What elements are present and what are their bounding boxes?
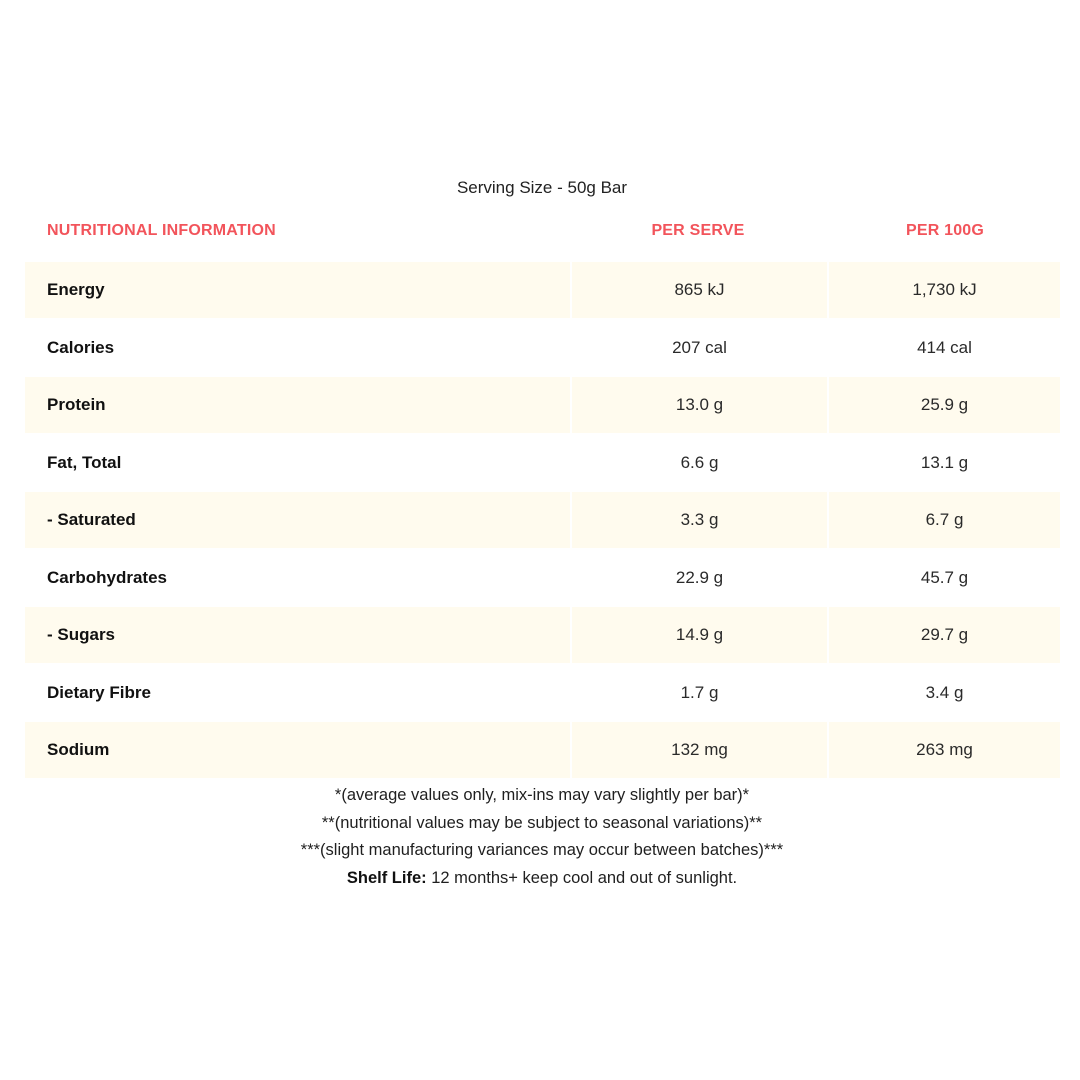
row-per-serve: 14.9 g — [572, 607, 827, 663]
table-row-protein — [25, 377, 1060, 435]
row-per-100g: 414 cal — [917, 337, 972, 357]
table-row-energy — [25, 262, 1060, 320]
row-per-serve: 1.7 g — [680, 682, 719, 702]
row-per-100g: 3.4 g — [925, 682, 964, 702]
row-per-serve: 22.9 g — [675, 567, 724, 587]
row-label: Carbohydrates — [47, 567, 167, 587]
row-label: Calories — [47, 337, 115, 357]
table-header — [25, 222, 1060, 246]
row-per-serve: 3.3 g — [572, 492, 827, 548]
shelf-life-text: 12 months+ keep cool and out of sunlight. — [426, 868, 738, 887]
shelf-life-label: Shelf Life: — [346, 868, 427, 887]
header-nutritional-information: NUTRITIONAL INFORMATION — [47, 222, 276, 239]
table-row-sodium — [25, 722, 1060, 780]
footnote-manufacturing-variances: ***(slight manufacturing variances may occur between batches)*** — [300, 841, 784, 859]
row-label: Protein — [25, 377, 570, 433]
footnote-average-values: *(average values only, mix-ins may vary slightly per bar)* — [334, 786, 750, 804]
footnotes — [0, 782, 1080, 892]
header-per-100g: PER 100G — [905, 222, 985, 239]
row-label: Sodium — [25, 722, 570, 778]
row-per-100g: 13.1 g — [920, 452, 969, 472]
shelf-life — [0, 865, 1080, 893]
row-per-100g: 263 mg — [829, 722, 1060, 778]
row-label: Fat, Total — [47, 452, 122, 472]
table-row-carbohydrates — [25, 550, 1060, 608]
row-per-100g: 25.9 g — [829, 377, 1060, 433]
row-per-serve: 132 mg — [572, 722, 827, 778]
footnote-seasonal-variations: **(nutritional values may be subject to seasonal variations)** — [321, 813, 763, 832]
row-per-serve: 13.0 g — [572, 377, 827, 433]
row-per-serve: 865 kJ — [572, 262, 827, 318]
table-row-fat-total — [25, 435, 1060, 493]
row-label: Energy — [25, 262, 570, 318]
table-row-calories — [25, 320, 1060, 378]
row-per-serve: 207 cal — [672, 337, 727, 357]
row-per-100g: 1,730 kJ — [829, 262, 1060, 318]
row-per-100g: 29.7 g — [829, 607, 1060, 663]
nutrition-table — [25, 262, 1060, 780]
serving-size: Serving Size - 50g Bar — [456, 178, 628, 197]
row-per-100g: 6.7 g — [829, 492, 1060, 548]
row-label: Dietary Fibre — [47, 682, 151, 702]
header-per-serve: PER SERVE — [651, 222, 745, 239]
table-row-sugars — [25, 607, 1060, 665]
table-row-dietary-fibre — [25, 665, 1060, 723]
row-label: - Sugars — [25, 607, 570, 663]
table-row-saturated — [25, 492, 1060, 550]
row-per-serve: 6.6 g — [680, 452, 719, 472]
row-label: - Saturated — [25, 492, 570, 548]
row-per-100g: 45.7 g — [920, 567, 969, 587]
